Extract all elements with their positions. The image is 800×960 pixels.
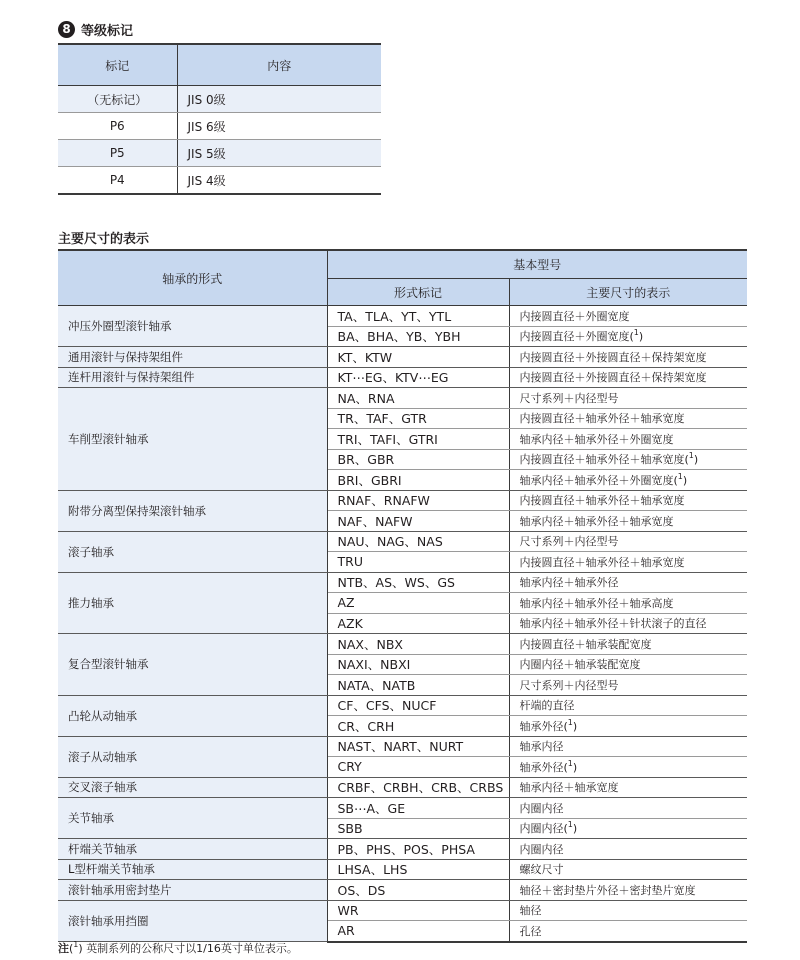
dimension-cell [509, 470, 747, 491]
type-code-cell: NATA、NATB [327, 675, 509, 696]
dimension-text: 尺寸系列＋内径型号 [519, 535, 619, 549]
dimension-text: 内圈内径＋轴承装配宽度 [519, 658, 641, 672]
bearing-type-cell: 推力轴承 [58, 572, 327, 634]
dimension-text: 轴承内径＋轴承外径＋轴承宽度 [519, 514, 674, 528]
bearing-type-cell: 冲压外圈型滚针轴承 [58, 306, 327, 347]
dimension-text: 轴承内径＋轴承外径＋轴承高度 [519, 596, 674, 610]
grade-content-cell: JIS 4级 [177, 167, 381, 195]
footnote-label: 注 [58, 942, 69, 955]
dimension-text: 内接圆直径＋外圈宽度 [519, 330, 630, 344]
bearing-type-cell: 复合型滚针轴承 [58, 634, 327, 696]
type-code-cell: KT、KTW [327, 347, 509, 368]
note-ref: ($^1$) [563, 717, 578, 733]
type-code-cell: BA、BHA、YB、YBH [327, 326, 509, 347]
note-ref-number: 1 [633, 328, 639, 338]
dimension-cell [509, 347, 747, 368]
dimension-cell [509, 613, 747, 634]
dimension-text: 轴承内径＋轴承外径＋外圈宽度 [519, 432, 674, 446]
dimension-cell [509, 859, 747, 880]
note-ref: ($^1$) [684, 451, 699, 467]
bearing-type-cell: 杆端关节轴承 [58, 839, 327, 860]
table-row [58, 859, 747, 880]
bearing-type-cell: 滚子从动轴承 [58, 736, 327, 777]
note-ref: ($^1$) [673, 471, 688, 487]
dimension-cell [509, 777, 747, 798]
type-code-cell: BRI、GBRI [327, 470, 509, 491]
dimension-text: 内圈内径 [519, 801, 564, 815]
type-code-cell: WR [327, 900, 509, 921]
grade-content-cell: JIS 0级 [177, 86, 381, 113]
dimension-cell [509, 531, 747, 552]
type-code-cell: AZK [327, 613, 509, 634]
dimension-cell [509, 654, 747, 675]
type-code-cell: SBB [327, 818, 509, 839]
dimension-text: 内接圆直径＋轴承外径＋轴承宽度 [519, 555, 685, 569]
grade-row [58, 113, 381, 140]
type-code-cell: NA、RNA [327, 388, 509, 409]
dimension-text: 轴承外径 [519, 719, 564, 733]
grade-section-title-text: 等级标记 [81, 23, 134, 39]
table-row [58, 880, 747, 901]
type-code-cell: PB、PHS、POS、PHSA [327, 839, 509, 860]
grade-header-content: 内容 [177, 44, 381, 86]
note-ref: ($^1$) [563, 758, 578, 774]
grade-row [58, 140, 381, 167]
type-code-cell: AR [327, 921, 509, 942]
grade-content-cell: JIS 6级 [177, 113, 381, 140]
grade-mark-cell: P4 [58, 167, 177, 195]
dimension-text: 内接圆直径＋外接圆直径＋保持架宽度 [519, 350, 707, 364]
dimension-text: 轴径＋密封垫片外径＋密封垫片宽度 [519, 883, 696, 897]
dimension-cell [509, 818, 747, 839]
dimension-text: 内圈内径 [519, 822, 564, 836]
dimension-cell [509, 306, 747, 327]
table-row [58, 736, 747, 757]
type-code-cell: NAU、NAG、NAS [327, 531, 509, 552]
type-code-cell: CR、CRH [327, 716, 509, 737]
bearing-type-cell: 滚针轴承用密封垫片 [58, 880, 327, 901]
grade-row [58, 86, 381, 113]
grade-mark-cell: P5 [58, 140, 177, 167]
dimension-cell [509, 757, 747, 778]
type-code-cell: LHSA、LHS [327, 859, 509, 880]
bearing-type-cell: 滚针轴承用挡圈 [58, 900, 327, 942]
grade-content-cell: JIS 5级 [177, 140, 381, 167]
dimension-text: 内接圆直径＋轴承装配宽度 [519, 637, 652, 651]
type-code-cell: TRI、TAFI、GTRI [327, 429, 509, 450]
dimension-cell [509, 326, 747, 347]
dimension-text: 轴承内径＋轴承宽度 [519, 781, 619, 795]
type-code-cell: RNAF、RNAFW [327, 490, 509, 511]
type-code-cell: NAX、NBX [327, 634, 509, 655]
dimension-section-title: 主要尺寸的表示 [58, 231, 150, 247]
table-row [58, 695, 747, 716]
grade-mark-cell: （无标记） [58, 86, 177, 113]
dimension-cell [509, 572, 747, 593]
note-ref-number: 1 [688, 451, 694, 461]
type-code-cell: SB⋯A、GE [327, 798, 509, 819]
footnote-ref: ($^1$) [69, 940, 83, 955]
table-row [58, 490, 747, 511]
dimension-cell [509, 490, 747, 511]
grade-table [58, 43, 381, 195]
dimension-cell [509, 839, 747, 860]
table-row [58, 572, 747, 593]
type-code-cell: NAST、NART、NURT [327, 736, 509, 757]
note-ref-number: 1 [567, 717, 573, 727]
table-row [58, 634, 747, 655]
dimension-cell [509, 695, 747, 716]
dimension-text: 内接圆直径＋轴承外径＋轴承宽度 [519, 453, 685, 467]
dimension-text: 孔径 [519, 924, 542, 938]
dimension-text: 轴承内径＋轴承外径 [519, 576, 619, 590]
dimension-cell [509, 552, 747, 573]
type-code-cell: CRY [327, 757, 509, 778]
dimension-text: 尺寸系列＋内径型号 [519, 391, 619, 405]
dimension-text: 内圈内径 [519, 842, 564, 856]
section-number-badge: 8 [58, 21, 75, 38]
dimension-cell [509, 449, 747, 470]
dimension-cell [509, 634, 747, 655]
dimension-cell [509, 388, 747, 409]
dimension-cell [509, 593, 747, 614]
dimension-cell [509, 675, 747, 696]
dimension-cell [509, 921, 747, 942]
bearing-type-cell: 凸轮从动轴承 [58, 695, 327, 736]
bearing-type-cell: 滚子轴承 [58, 531, 327, 572]
table-row [58, 388, 747, 409]
table-row [58, 306, 747, 327]
dimension-cell [509, 736, 747, 757]
table-row [58, 777, 747, 798]
table-row [58, 347, 747, 368]
note-ref-number: 1 [677, 471, 683, 481]
type-code-cell: CF、CFS、NUCF [327, 695, 509, 716]
type-code-cell: TRU [327, 552, 509, 573]
grade-mark-cell: P6 [58, 113, 177, 140]
type-code-cell: TA、TLA、YT、YTL [327, 306, 509, 327]
bearing-type-cell: 通用滚针与保持架组件 [58, 347, 327, 368]
dimension-text: 内接圆直径＋外接圆直径＋保持架宽度 [519, 371, 707, 385]
dimension-table [58, 249, 747, 943]
grade-section-title [58, 18, 133, 40]
table-row [58, 798, 747, 819]
dimension-text: 轴承内径 [519, 740, 564, 754]
dimension-cell [509, 429, 747, 450]
table-row [58, 367, 747, 388]
dimension-cell [509, 716, 747, 737]
table-row [58, 900, 747, 921]
dimension-text: 轴承内径＋轴承外径＋针状滚子的直径 [519, 617, 707, 631]
dimension-text: 尺寸系列＋内径型号 [519, 678, 619, 692]
table-row [58, 839, 747, 860]
header-basic-model: 基本型号 [327, 250, 747, 279]
dimension-text: 螺纹尺寸 [519, 863, 564, 877]
header-main-dimension: 主要尺寸的表示 [509, 279, 747, 306]
note-ref: ($^1$) [563, 820, 578, 836]
note-ref-number: 1 [567, 820, 573, 830]
dimension-text: 轴承外径 [519, 760, 564, 774]
dimension-text: 轴径 [519, 904, 542, 918]
dimension-text: 内接圆直径＋轴承外径＋轴承宽度 [519, 412, 685, 426]
bearing-type-cell: L型杆端关节轴承 [58, 859, 327, 880]
dimension-cell [509, 798, 747, 819]
dimension-cell [509, 408, 747, 429]
header-bearing-type: 轴承的形式 [58, 250, 327, 306]
footnote-text: 英制系列的公称尺寸以1/16英寸单位表示。 [86, 942, 298, 955]
type-code-cell: CRBF、CRBH、CRB、CRBS [327, 777, 509, 798]
bearing-type-cell: 交叉滚子轴承 [58, 777, 327, 798]
type-code-cell: OS、DS [327, 880, 509, 901]
footnote [58, 940, 298, 956]
grade-header-mark: 标记 [58, 44, 177, 86]
dimension-text: 轴承内径＋轴承外径＋外圈宽度 [519, 473, 674, 487]
type-code-cell: TR、TAF、GTR [327, 408, 509, 429]
bearing-type-cell: 关节轴承 [58, 798, 327, 839]
note-ref: ($^1$) [629, 328, 644, 344]
type-code-cell: AZ [327, 593, 509, 614]
header-type-code: 形式标记 [327, 279, 509, 306]
dimension-text: 杆端的直径 [519, 699, 575, 713]
dimension-cell [509, 511, 747, 532]
type-code-cell: BR、GBR [327, 449, 509, 470]
bearing-type-cell: 车削型滚针轴承 [58, 388, 327, 491]
type-code-cell: NTB、AS、WS、GS [327, 572, 509, 593]
type-code-cell: NAXI、NBXI [327, 654, 509, 675]
bearing-type-cell: 附带分离型保持架滚针轴承 [58, 490, 327, 531]
grade-row [58, 167, 381, 195]
type-code-cell: KT⋯EG、KTV⋯EG [327, 367, 509, 388]
dimension-text: 内接圆直径＋轴承外径＋轴承宽度 [519, 494, 685, 508]
dimension-cell [509, 367, 747, 388]
type-code-cell: NAF、NAFW [327, 511, 509, 532]
bearing-type-cell: 连杆用滚针与保持架组件 [58, 367, 327, 388]
dimension-cell [509, 900, 747, 921]
dimension-cell [509, 880, 747, 901]
note-ref-number: 1 [567, 758, 573, 768]
dimension-text: 内接圆直径＋外圈宽度 [519, 309, 630, 323]
table-row [58, 531, 747, 552]
